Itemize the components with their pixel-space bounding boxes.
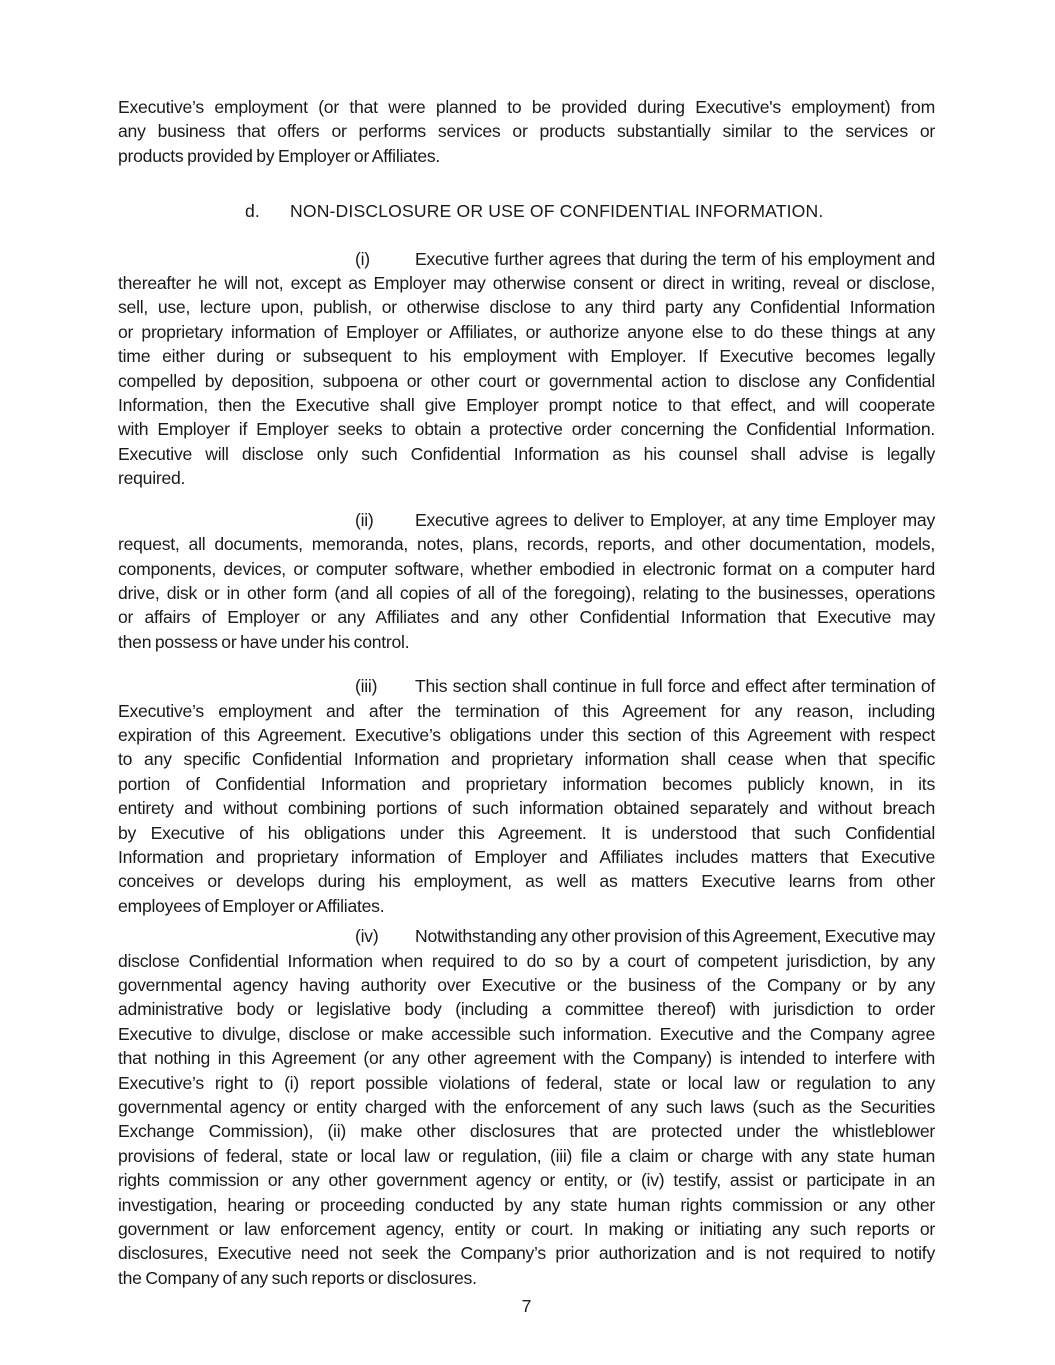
text-line: Exchange Commission), (ii) make other disclosures that are protected under the whistleblower xyxy=(118,1121,935,1142)
text-line: conceives or develops during his employment, as well as matters Executive learns from other xyxy=(118,871,935,892)
text-line: any business that offers or performs services or products substantially similar to the services or xyxy=(118,121,935,142)
text-line: administrative body or legislative body (including a committee thereof) with jurisdiction to order xyxy=(118,999,935,1020)
text-line: Executive to divulge, disclose or make accessible such information. Executive and the Company agree xyxy=(118,1023,935,1044)
text-line: governmental agency having authority over Executive or the business of the Company or by any xyxy=(118,975,935,995)
text-line: governmental agency or entity charged with the enforcement of any such laws (such as the Securities xyxy=(118,1097,935,1118)
text-line: or affairs of Employer or any Affiliates and any other Confidential Information that Executive may xyxy=(118,607,935,628)
text-line: then possess or have under his control. xyxy=(118,631,410,652)
text-line: the Company of any such reports or disclosures. xyxy=(118,1267,477,1288)
text-line: sell, use, lecture upon, publish, or otherwise disclose to any third party any Confidential Information xyxy=(118,297,935,318)
text-line: rights commission or any other government agency or entity, or (iv) testify, assist or participate in an xyxy=(118,1170,935,1191)
text-line: provisions of federal, state or local law or regulation, (iii) file a claim or charge with any state human xyxy=(118,1145,935,1166)
paragraph-number: (iv) xyxy=(355,926,379,947)
text-line: compelled by deposition, subpoena or other court or governmental action to disclose any Confidential xyxy=(118,370,935,391)
text-line: (iii) This section shall continue in full force and effect after termination of xyxy=(118,674,935,698)
text-line: (ii) Executive agrees to deliver to Employer, at any time Employer may xyxy=(118,508,935,532)
text-line: Executive’s employment and after the termination of this Agreement for any reason, including xyxy=(118,700,935,721)
paragraph-number: (ii) xyxy=(355,509,374,530)
text-line: disclosures, Executive need not seek the Company’s prior authorization and is not required to notify xyxy=(118,1243,935,1264)
text-line: to any specific Confidential Information and proprietary information shall cease when that specific xyxy=(118,749,935,770)
text-line: drive, disk or in other form (and all copies of all of the foregoing), relating to the businesses, operations xyxy=(118,582,935,603)
text-line: portion of Confidential Information and proprietary information becomes publicly known, in its xyxy=(118,773,935,794)
text-line: by Executive of his obligations under this Agreement. It is understood that such Confidential xyxy=(118,822,935,843)
text-line: products provided by Employer or Affiliates. xyxy=(118,145,441,166)
text-line: that nothing in this Agreement (or any other agreement with the Company) is intended to interfere with xyxy=(118,1048,935,1069)
paragraph-iii xyxy=(118,674,935,918)
section-heading xyxy=(118,199,935,223)
text-line: (i) Executive further agrees that during the term of his employment and xyxy=(118,247,935,271)
text-line: Executive’s right to (i) report possible violations of federal, state or local law or regulation to any xyxy=(118,1072,935,1093)
text-line: entirety and without combining portions of such information obtained separately and without breach xyxy=(118,798,935,819)
text-line: Executive’s employment (or that were planned to be provided during Executive's employment) from xyxy=(118,97,935,117)
text-line: investigation, hearing or proceeding conducted by any state human rights commission or any other xyxy=(118,1194,935,1215)
numbered-paragraphs xyxy=(118,247,935,1291)
paragraph-number: (iii) xyxy=(355,676,378,697)
text-line: government or law enforcement agency, entity or court. In making or initiating any such reports or xyxy=(118,1219,935,1240)
text-line: required. xyxy=(118,468,186,489)
page-content xyxy=(118,95,935,1319)
text-line: time either during or subsequent to his employment with Employer. If Executive becomes legally xyxy=(118,346,935,367)
text-line: thereafter he will not, except as Employer may otherwise consent or direct in writing, reveal or disclose, xyxy=(118,273,935,294)
intro-paragraph xyxy=(118,95,935,168)
text-line: employees of Employer or Affiliates. xyxy=(118,895,385,916)
paragraph-ii xyxy=(118,508,935,654)
section-letter: d. xyxy=(245,201,260,222)
text-line: (iv) Notwithstanding any other provision of this Agreement, Executive may xyxy=(118,924,935,948)
text-line: Executive will disclose only such Confidential Information as his counsel shall advise is legally xyxy=(118,443,935,464)
text-line: with Employer if Employer seeks to obtain a protective order concerning the Confidential Information. xyxy=(118,419,935,440)
text-line: Information, then the Executive shall give Employer prompt notice to that effect, and will cooperate xyxy=(118,395,935,416)
paragraph-iv xyxy=(118,924,935,1290)
text-line: components, devices, or computer software, whether embodied in electronic format on a computer hard xyxy=(118,558,935,579)
text-line: request, all documents, memoranda, notes, plans, records, reports, and other documentation, models, xyxy=(118,534,935,555)
text-line: Information and proprietary information of Employer and Affiliates includes matters that Executive xyxy=(118,846,935,867)
paragraph-i xyxy=(118,247,935,491)
page-number: 7 xyxy=(521,1296,532,1317)
text-line: or proprietary information of Employer or Affiliates, or authorize anyone else to do these things at any xyxy=(118,321,935,342)
text-line: disclose Confidential Information when required to do so by a court of competent jurisdiction, by any xyxy=(118,950,935,971)
text-line: expiration of this Agreement. Executive’s obligations under this section of this Agreement with respect xyxy=(118,724,935,745)
paragraph-number: (i) xyxy=(355,248,370,269)
section-title: NON-DISCLOSURE OR USE OF CONFIDENTIAL INFORMATION. xyxy=(290,201,824,222)
